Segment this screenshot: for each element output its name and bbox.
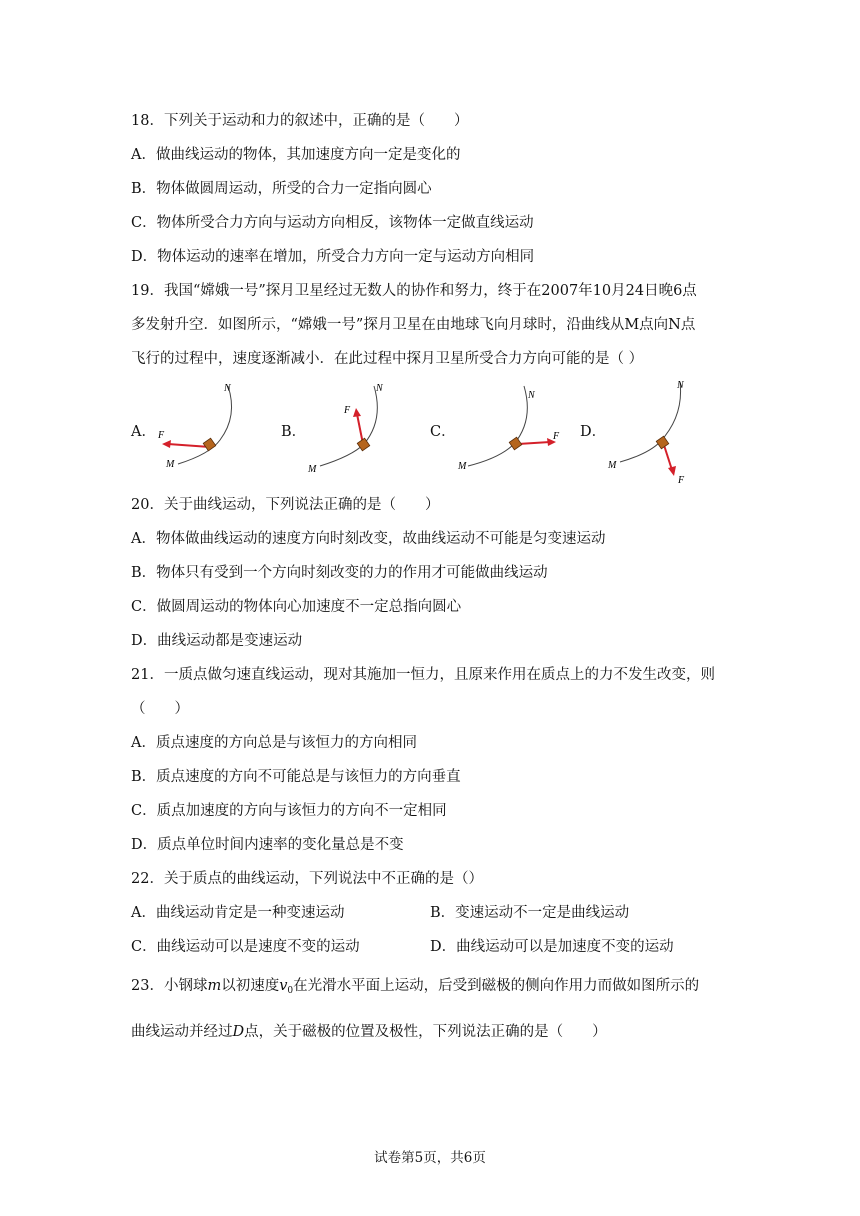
q18-option-d: D．物体运动的速率在增加，所受合力方向一定与运动方向相同 [131,249,535,265]
q22-stem: 22．关于质点的曲线运动，下列说法中不正确的是（） [131,871,483,887]
q19-label-b: B． [281,424,307,440]
q23-text-1c: 在光滑水平面上运动，后受到磁极的侧向作用力而做如图所示的 [293,978,700,994]
q23-var-v: v [279,978,288,994]
q22-option-a: A．曲线运动肯定是一种变速运动 [131,905,345,921]
diagram-a-n-label: N [224,383,231,394]
q22-option-c: C．曲线运动可以是速度不变的运动 [131,939,360,955]
q19-stem-line2: 多发射升空．如图所示，“嫦娥一号”探月卫星在由地球飞向月球时，沿曲线从M点向N点 [131,317,696,333]
q19-label-c: C． [430,424,456,440]
q21-stem-line1: 21．一质点做匀速直线运动，现对其施加一恒力，且原来作用在质点上的力不发生改变，则 [131,667,715,683]
q23-text-1b: 以初速度 [221,978,280,994]
q22-option-d: D．曲线运动可以是加速度不变的运动 [430,939,674,955]
q23-var-m: m [207,978,222,994]
q19-label-d: D． [580,424,607,440]
diagram-d-f-label: F [678,475,685,486]
diagram-b-n-label: N [376,383,383,394]
q19-stem-line1: 19．我国“嫦娥一号”探月卫星经过无数人的协作和努力，终于在2007年10月24日晚6点 [131,283,697,299]
diagram-c-m-label: M [458,461,467,472]
q19-diagram-d [600,376,715,486]
q23-stem-line2 [131,1022,607,1042]
q23-text-2b: 点，关于磁极的位置及极性，下列说法正确的是（ ） [244,1024,607,1040]
q20-stem: 20．关于曲线运动，下列说法正确的是（ ） [131,497,440,513]
diagram-c-n-label: N [528,390,535,401]
q21-option-c: C．质点加速度的方向与该恒力的方向不一定相同 [131,803,447,819]
page-footer: 试卷第5页，共6页 [374,1150,486,1166]
diagram-b-f-label: F [344,405,351,416]
diagram-a-m-label: M [166,459,175,470]
q19-stem-line3: 飞行的过程中，速度逐渐减小．在此过程中探月卫星所受合力方向可能的是（ ） [131,351,644,367]
diagram-a-f-label: F [158,430,165,441]
q20-option-d: D．曲线运动都是变速运动 [131,633,303,649]
q19-diagram-a [150,380,260,470]
diagram-b-m-label: M [308,464,317,475]
q19-diagram-c [452,380,577,475]
q20-option-b: B．物体只有受到一个方向时刻改变的力的作用才可能做曲线运动 [131,565,548,581]
diagram-d-n-label: N [677,380,684,391]
q23-text-1a: 23．小钢球 [131,978,208,994]
q23-var-d: D [232,1024,245,1040]
q21-option-d: D．质点单位时间内速率的变化量总是不变 [131,837,404,853]
q20-option-c: C．做圆周运动的物体向心加速度不一定总指向圆心 [131,599,462,615]
diagram-d-m-label: M [608,460,617,471]
q21-option-b: B．质点速度的方向不可能总是与该恒力的方向垂直 [131,769,461,785]
diagram-c-f-label: F [553,431,560,442]
q21-option-a: A．质点速度的方向总是与该恒力的方向相同 [131,735,417,751]
q22-option-b: B．变速运动不一定是曲线运动 [430,905,630,921]
q23-var-v-sub: 0 [287,986,294,996]
q18-stem: 18．下列关于运动和力的叙述中，正确的是（ ） [131,113,469,129]
q19-label-a: A． [131,424,156,440]
q18-option-a: A．做曲线运动的物体，其加速度方向一定是变化的 [131,147,461,163]
q20-option-a: A．物体做曲线运动的速度方向时刻改变，故曲线运动不可能是匀变速运动 [131,531,606,547]
q18-option-c: C．物体所受合力方向与运动方向相反，该物体一定做直线运动 [131,215,534,231]
q19-diagram-b [300,380,410,475]
q23-stem-line1 [131,976,699,1001]
q21-stem-line2: （ ） [131,701,189,717]
q18-option-b: B．物体做圆周运动，所受的合力一定指向圆心 [131,181,432,197]
q23-text-2a: 曲线运动并经过 [131,1024,233,1040]
